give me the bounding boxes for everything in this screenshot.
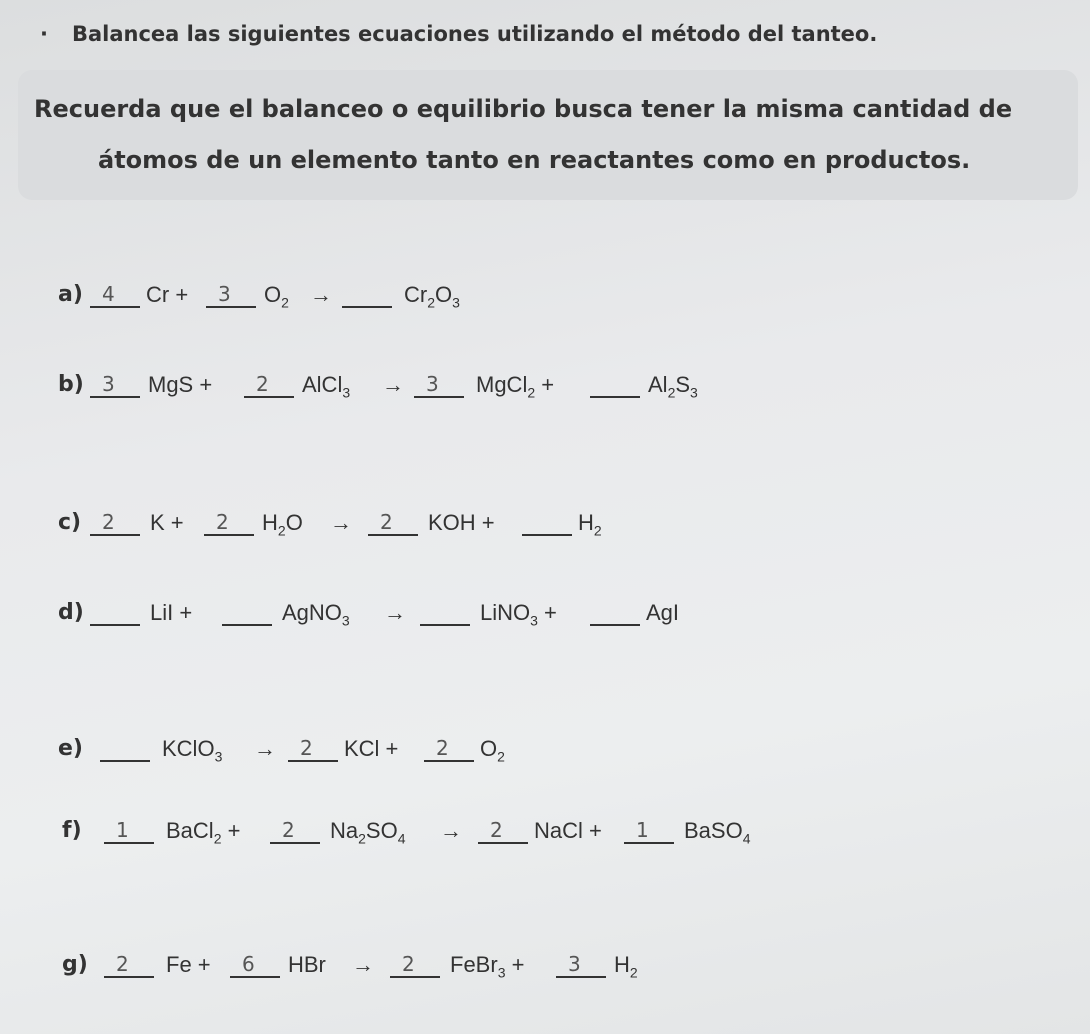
formula: $Cr_2O_3$ — [404, 282, 460, 311]
formula: $H_2$ — [578, 510, 602, 539]
formula: NaCl + — [534, 818, 602, 843]
coefficient-blank[interactable] — [590, 600, 640, 626]
formula: $O_2$ — [264, 282, 289, 311]
equation-label: c) — [58, 510, 82, 535]
arrow-right-icon: → — [330, 510, 352, 535]
arrow-right-icon: → — [310, 282, 332, 307]
coefficient-blank[interactable] — [420, 600, 470, 626]
formula: FeBr$_3$ + — [450, 952, 525, 981]
coefficient-blank[interactable]: 2 — [270, 818, 320, 844]
formula: LiNO$_3$ + — [480, 600, 557, 629]
coefficient-blank[interactable]: 2 — [424, 736, 474, 762]
formula: AgI — [646, 600, 680, 625]
formula: MgCl$_2$ + — [476, 372, 555, 401]
arrow-right-icon: → — [352, 952, 374, 977]
formula: Cr + — [146, 282, 189, 307]
coefficient-blank[interactable] — [522, 510, 572, 536]
formula: BaCl$_2$ + — [166, 818, 241, 847]
formula: K + — [150, 510, 184, 535]
formula: HBr — [288, 952, 326, 977]
coefficient-blank[interactable]: 1 — [104, 818, 154, 844]
formula: $Na_2SO_4$ — [330, 818, 406, 847]
coefficient-blank[interactable]: 2 — [288, 736, 338, 762]
arrow-right-icon: → — [440, 818, 462, 843]
formula: $O_2$ — [480, 736, 505, 765]
coefficient-blank[interactable]: 3 — [90, 372, 140, 398]
coefficient-blank[interactable]: 2 — [478, 818, 528, 844]
formula: AgNO$_3$ — [282, 600, 350, 629]
coefficient-blank[interactable]: 4 — [90, 282, 140, 308]
coefficient-blank[interactable]: 3 — [556, 952, 606, 978]
equation-label: b) — [58, 372, 84, 397]
coefficient-blank[interactable] — [590, 372, 640, 398]
reminder-line-1: Recuerda que el balanceo o equilibrio busca tener la misma cantidad de — [34, 95, 1013, 123]
instruction — [40, 22, 877, 46]
coefficient-blank[interactable]: 2 — [368, 510, 418, 536]
formula: BaSO$_4$ — [684, 818, 751, 847]
arrow-right-icon: → — [254, 736, 276, 761]
formula: $H_2$ — [614, 952, 638, 981]
coefficient-blank[interactable]: 2 — [204, 510, 254, 536]
formula: KClO$_3$ — [162, 736, 223, 765]
formula: MgS + — [148, 372, 213, 397]
equation-label: e) — [58, 736, 83, 761]
formula: LiI + — [150, 600, 193, 625]
equation-label: a) — [58, 282, 83, 307]
reminder-line-2: átomos de un elemento tanto en reactantes como en productos. — [98, 146, 971, 174]
coefficient-blank[interactable] — [342, 282, 392, 308]
coefficient-blank[interactable]: 3 — [414, 372, 464, 398]
formula: KCl + — [344, 736, 399, 761]
coefficient-blank[interactable]: 1 — [624, 818, 674, 844]
equation-label: f) — [62, 818, 82, 843]
coefficient-blank[interactable] — [222, 600, 272, 626]
reminder-box — [18, 70, 1078, 200]
arrow-right-icon: → — [384, 600, 406, 625]
formula: KOH + — [428, 510, 495, 535]
arrow-right-icon: → — [382, 372, 404, 397]
formula: Fe + — [166, 952, 211, 977]
coefficient-blank[interactable]: 3 — [206, 282, 256, 308]
bullet-icon: · — [40, 22, 48, 46]
formula: $Al_2S_3$ — [648, 372, 698, 401]
equation-label: d) — [58, 600, 84, 625]
coefficient-blank[interactable]: 2 — [90, 510, 140, 536]
coefficient-blank[interactable]: 6 — [230, 952, 280, 978]
formula: AlCl$_3$ — [302, 372, 351, 401]
coefficient-blank[interactable]: 2 — [390, 952, 440, 978]
coefficient-blank — [100, 736, 150, 762]
formula: $H_2O$ — [262, 510, 303, 539]
equation-label: g) — [62, 952, 88, 977]
coefficient-blank[interactable]: 2 — [104, 952, 154, 978]
instruction-text: Balancea las siguientes ecuaciones utilizando el método del tanteo. — [71, 22, 878, 46]
coefficient-blank[interactable] — [90, 600, 140, 626]
coefficient-blank[interactable]: 2 — [244, 372, 294, 398]
